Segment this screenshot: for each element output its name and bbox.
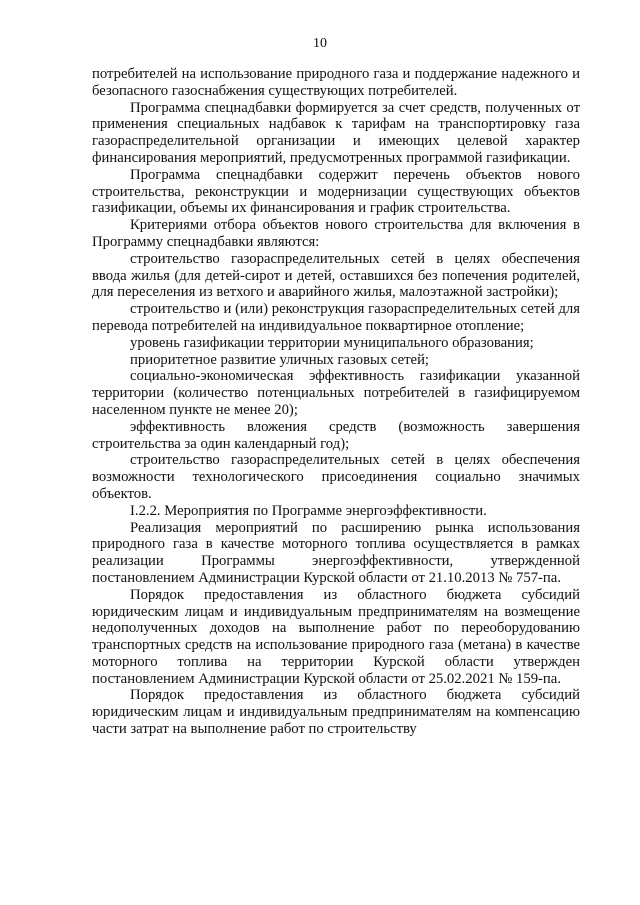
criterion-socio-economic-efficiency: социально-экономическая эффективность газификации указанной территории (количество потенциальных потребителей в газифицируемом населенном пункте не менее 20); xyxy=(92,368,580,418)
criterion-social-objects: строительство газораспределительных сетей в целях обеспечения возможности технологического присоединения социально значимых объектов. xyxy=(92,452,580,502)
paragraph-program-contents: Программа спецнадбавки содержит перечень объектов нового строительства, реконструкции и модернизации существующих объектов газификации, объемы их финансирования и график строительства. xyxy=(92,166,580,217)
paragraph-funding-source: Программа спецнадбавки формируется за счет средств, полученных от применения специальных надбавок к тарифам на транспортировку газа газораспределительной организации и имеющих целевой характер финансирования мероприятий, предусмотренных программой газификации. xyxy=(92,99,580,166)
paragraph-subsidy-procedure-conversion: Порядок предоставления из областного бюджета субсидий юридическим лицам и индивидуальным предпринимателям на возмещение недополученных доходов на выполнение работ по переоборудованию транспортных средств на использование природного газа (метана) в качестве моторного топлива на территории Курской области утвержден постановлением Администрации Курской области от 25.02.2021 № 159-па. xyxy=(92,586,580,687)
section-heading-1-2-2: I.2.2. Мероприятия по Программе энергоэффективности. xyxy=(130,502,487,519)
document-body xyxy=(92,66,580,738)
paragraph-selection-criteria: Критериями отбора объектов нового строительства для включения в Программу спецнадбавки являются: xyxy=(92,217,580,250)
paragraph-continuation: потребителей на использование природного газа и поддержание надежного и безопасного газоснабжения существующих потребителей. xyxy=(92,66,580,99)
criterion-investment-efficiency: эффективность вложения средств (возможность завершения строительства за один календарный год); xyxy=(92,418,580,452)
paragraph-motor-fuel-program: Реализация мероприятий по расширению рынка использования природного газа в качестве моторного топлива осуществляется в рамках реализации Программы энергоэффективности, утвержденной постановлением Администрации Курской области от 21.10.2013 № 757-па. xyxy=(92,519,580,586)
page-number: 10 xyxy=(313,36,327,51)
criterion-gasification-level: уровень газификации территории муниципального образования; xyxy=(130,334,534,351)
criterion-housing-networks: строительство газораспределительных сетей в целях обеспечения ввода жилья (для детей-сирот и детей, оставшихся без попечения родителей, для переселения из ветхого и аварийного жилья, малоэтажной застройки); xyxy=(92,250,580,301)
criterion-street-networks: приоритетное развитие уличных газовых сетей; xyxy=(130,351,430,368)
paragraph-subsidy-procedure-construction: Порядок предоставления из областного бюджета субсидий юридическим лицам и индивидуальным предпринимателям на компенсацию части затрат на выполнение работ по строительству xyxy=(92,687,580,738)
criterion-individual-heating: строительство и (или) реконструкция газораспределительных сетей для перевода потребителей на индивидуальное поквартирное отопление; xyxy=(92,301,580,334)
